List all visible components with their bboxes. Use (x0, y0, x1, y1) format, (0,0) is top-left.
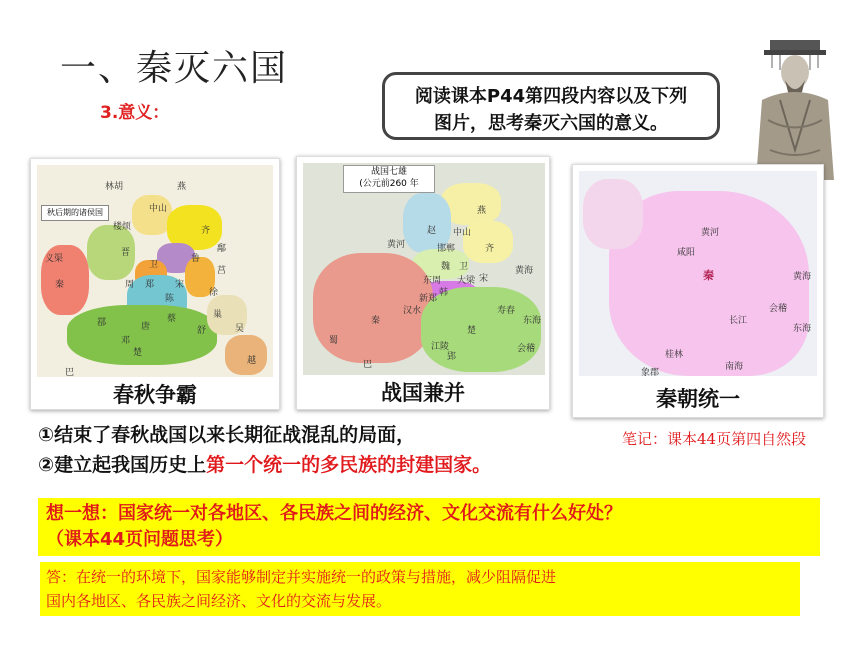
map-label: 唐 (141, 322, 151, 332)
map-label: 鄀 (97, 318, 107, 328)
map-label: 义渠 (45, 254, 64, 264)
map-caption: 春秋争霸 (113, 383, 197, 407)
map-header-line-2: (公元前260 年 (359, 179, 419, 189)
map-header-line-1: 战国七雄 (370, 167, 407, 177)
map-label: 邓 (121, 336, 131, 346)
map-card-qin-unification (572, 164, 824, 418)
map-label: 汉水 (403, 306, 422, 316)
think-question-line-1: 想一想：国家统一对各地区、各民族之间的经济、文化交流有什么好处？ (46, 503, 622, 524)
map-label: 吴 (235, 324, 245, 334)
map-label: 郢 (447, 352, 457, 362)
map-label: 韩 (439, 288, 449, 298)
map-label: 晋 (121, 248, 131, 258)
speech-bubble (382, 72, 720, 140)
map-label: 郑 (145, 280, 155, 290)
point-2-prefix: ②建立起我国历史上 (38, 454, 207, 476)
map-label: 楚 (467, 326, 477, 336)
slide-title: 一、秦灭六国 (60, 48, 289, 89)
map-label: 宋 (175, 280, 185, 290)
map-label: 中山 (453, 228, 472, 238)
bubble-line-2: 图片，思考秦灭六国的意义。 (434, 113, 668, 134)
map-label: 东海 (523, 316, 542, 326)
map-label: 鲁 (191, 254, 201, 264)
map-label: 长江 (729, 316, 748, 326)
map-label: 秦 (371, 316, 381, 326)
map-label: 舒 (197, 326, 207, 336)
answer-line-2: 国内各地区、各民族之间经济、文化的交流与发展。 (46, 592, 392, 610)
map-label: 巢 (213, 310, 223, 320)
map-label: 江陵 (431, 342, 450, 352)
section-subtitle: 3.意义： (100, 103, 170, 123)
map-label: 楚 (133, 348, 143, 358)
think-question-box (38, 498, 820, 556)
map-label: 秦 (703, 269, 714, 282)
map-label: 秦 (55, 280, 65, 290)
map-label: 徐 (209, 288, 219, 298)
map-label: 桂林 (665, 350, 684, 360)
map-label: 新郑 (419, 294, 438, 304)
map-label: 会稽 (517, 344, 536, 354)
map-label: 象郡 (641, 368, 660, 376)
map-label: 林胡 (105, 182, 124, 192)
map-label: 蜀 (329, 336, 339, 346)
map-label: 燕 (177, 182, 187, 192)
map-legend: 秋后期的诸侯国 (41, 205, 109, 221)
significance-point-1: ①结束了春秋战国以来长期征战混乱的局面， (38, 424, 416, 446)
bubble-line-1: 阅读课本P44第四段内容以及下列 (414, 86, 688, 107)
map-label: 燕 (477, 206, 487, 216)
map-caption: 秦朝统一 (656, 387, 740, 411)
significance-point-2 (38, 450, 491, 477)
map-label: 鄅 (217, 244, 227, 254)
map-label: 东海 (793, 324, 812, 334)
map-label: 南海 (725, 362, 744, 372)
qin-unification-map (579, 171, 817, 376)
map-label: 齐 (485, 244, 495, 254)
map-label: 黄河 (701, 228, 720, 238)
map-label: 越 (247, 356, 257, 366)
point-2-highlight: 第一个统一的多民族的封建国家。 (206, 454, 492, 476)
map-header (343, 165, 435, 193)
map-label: 莒 (217, 266, 227, 276)
think-question-line-2: （课本44页问题思考） (46, 529, 234, 550)
map-label: 邯郸 (437, 244, 456, 254)
answer-box (40, 562, 800, 616)
map-label: 大梁 (457, 276, 476, 286)
map-label: 陈 (165, 294, 175, 304)
emperor-statue-image (750, 40, 840, 180)
warring-states-map (303, 163, 545, 375)
map-label: 卫 (459, 262, 469, 272)
map-label: 宋 (479, 274, 489, 284)
map-card-warring-states (296, 156, 550, 410)
notes-reference: 笔记：课本44页第四自然段 (622, 430, 807, 448)
speech-bubble-tail-inner (690, 110, 710, 126)
map-label: 黄海 (515, 266, 534, 276)
answer-line-1: 答：在统一的环境下，国家能够制定并实施统一的政策与措施，减少阻隔促进 (46, 568, 557, 586)
map-label: 中山 (149, 204, 168, 214)
map-label: 魏 (441, 262, 451, 272)
map-label: 寿春 (497, 306, 516, 316)
map-label: 卫 (149, 260, 159, 270)
map-label: 周 (125, 280, 135, 290)
spring-autumn-map (37, 165, 273, 377)
map-label: 赵 (427, 226, 437, 236)
map-label: 东周 (423, 276, 442, 286)
map-label: 楼烦 (113, 222, 132, 232)
map-label: 齐 (201, 226, 211, 236)
map-label: 巴 (363, 360, 373, 370)
map-card-spring-autumn (30, 158, 280, 410)
map-label: 蔡 (167, 314, 177, 324)
map-label: 巴 (65, 368, 75, 377)
map-label: 咸阳 (677, 248, 696, 258)
map-label: 黄河 (387, 240, 406, 250)
map-label: 黄海 (793, 272, 812, 282)
map-label: 会稽 (769, 304, 788, 314)
map-caption: 战国兼并 (381, 381, 465, 405)
